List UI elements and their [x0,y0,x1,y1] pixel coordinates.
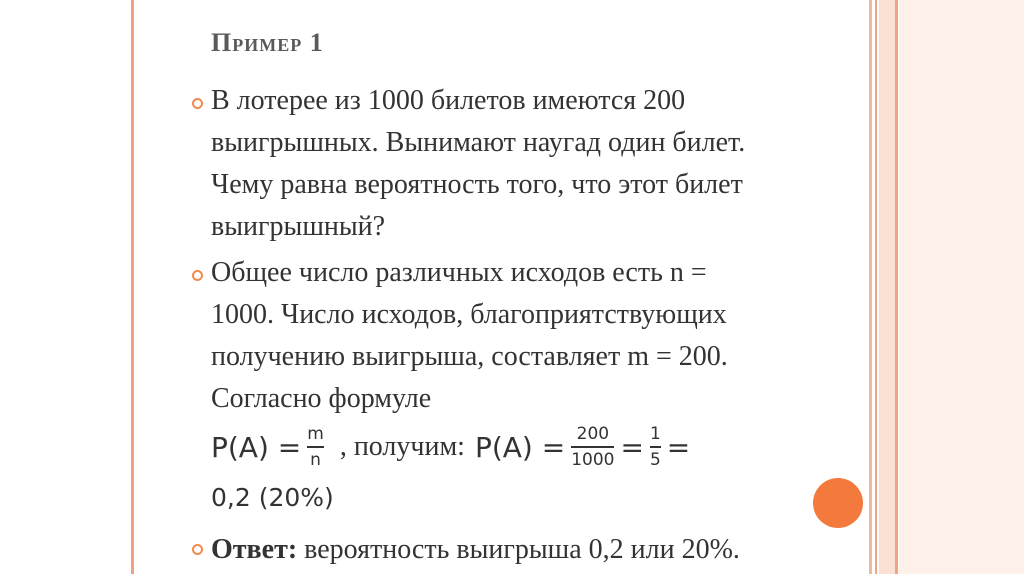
fraction-denominator: 1000 [571,450,615,470]
solution-line: Общее число различных исходов есть n = [211,257,707,288]
problem-line: выигрышных. Вынимают наугад один билет. [211,127,746,158]
formula-result: 0,2 (20%) [211,483,334,512]
right-stripe [869,0,872,574]
fraction-bar [650,446,661,448]
left-frame-line [131,0,134,574]
fraction-1-over-5 [650,424,661,470]
answer-line [211,529,811,571]
right-stripe-panel [899,0,1024,574]
solution-text [211,252,811,420]
problem-line: В лотерее из 1000 билетов имеются 200 [211,85,686,116]
formula-lhs-2: P(A) = [474,430,566,464]
answer-text: вероятность выигрыша 0,2 или 20%. [297,534,740,565]
problem-statement [211,80,811,248]
formula-lhs: P(A) = [211,430,302,464]
fraction-denominator: n [310,450,321,470]
fraction-bar [571,446,614,448]
formula-middle-text: , получим: [339,431,465,462]
equals-sign: = [666,430,691,464]
fraction-numerator: 1 [649,424,661,444]
right-stripe [879,0,895,574]
solution-line: 1000. Число исходов, благоприятствующих [211,299,727,330]
fraction-m-over-n [307,424,324,470]
problem-line: Чему равна вероятность того, что этот билет [211,169,743,200]
bullet-icon [192,270,203,281]
solution-line: Согласно формуле [211,383,432,414]
slide-title: Пример 1 [211,28,324,57]
bullet-icon [192,544,203,555]
fraction-bar [307,446,324,448]
problem-line: выигрышный? [211,211,386,242]
probability-formula [211,424,690,470]
answer [211,529,811,571]
right-stripe [875,0,877,574]
fraction-numerator: 200 [576,424,610,444]
fraction-denominator: 5 [649,450,661,470]
solution-line: получению выигрыша, составляет m = 200. [211,341,728,372]
equals-sign: = [620,430,644,464]
decorative-circle [813,478,863,528]
fraction-200-over-1000 [571,424,614,470]
fraction-numerator: m [307,424,324,444]
answer-label: Ответ: [211,534,298,565]
bullet-icon [192,98,203,109]
right-stripe [895,0,898,574]
